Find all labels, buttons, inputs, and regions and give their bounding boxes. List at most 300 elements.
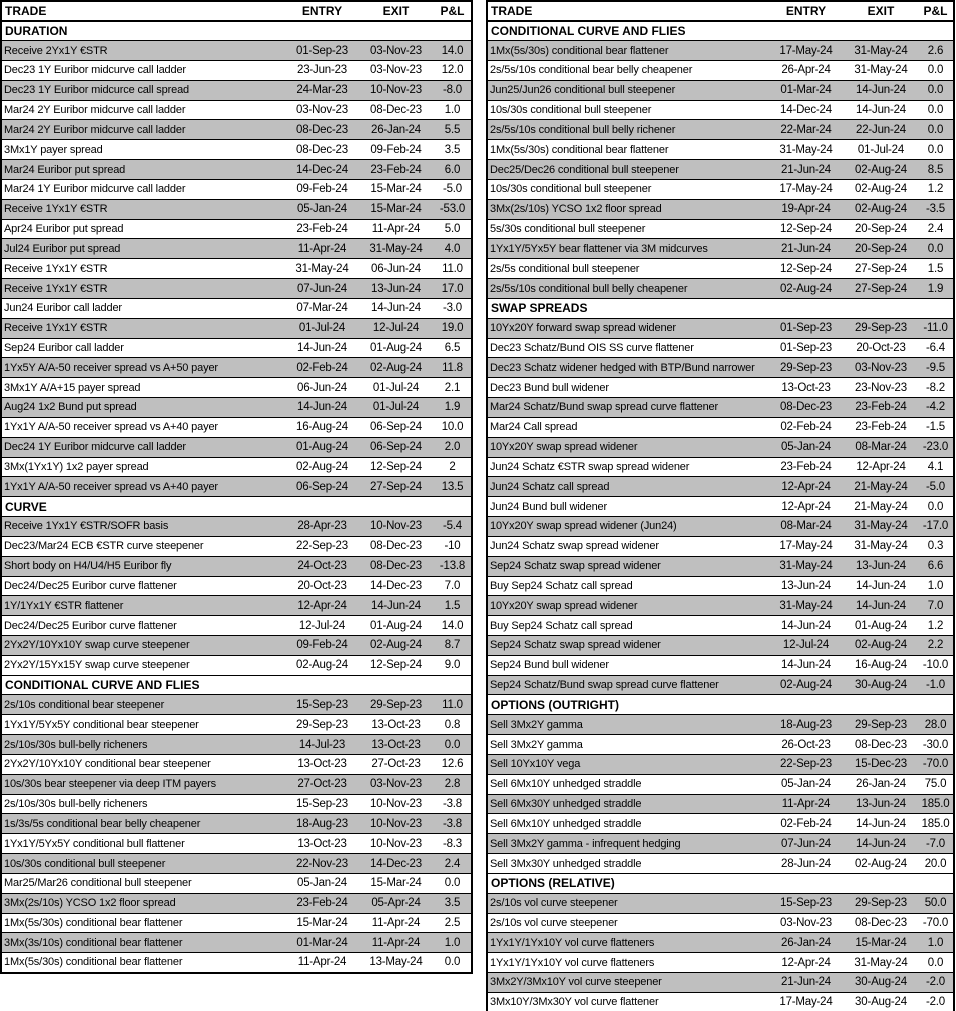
exit-cell: 10-Nov-23 (358, 80, 434, 100)
trade-cell: 2s/5s conditional bull steepener (487, 259, 768, 279)
exit-cell: 08-Dec-23 (358, 536, 434, 556)
trade-cell: Buy Sep24 Schatz call spread (487, 576, 768, 596)
trade-cell: Jun24 Euribor call ladder (1, 298, 286, 318)
table-row (487, 100, 954, 120)
exit-cell: 06-Sep-24 (358, 437, 434, 457)
exit-cell: 15-Mar-24 (358, 873, 434, 893)
pnl-cell: 1.2 (918, 616, 954, 636)
table-row (1, 636, 472, 656)
trade-cell: Sep24 Bund bull widener (487, 655, 768, 675)
table-row (487, 140, 954, 160)
trade-cell: Sep24 Schatz swap spread widener (487, 556, 768, 576)
entry-cell: 12-Apr-24 (768, 953, 844, 973)
entry-cell: 21-Jun-24 (768, 239, 844, 259)
table-row (487, 239, 954, 259)
entry-cell: 01-Mar-24 (286, 933, 358, 953)
entry-cell: 23-Feb-24 (286, 219, 358, 239)
pnl-cell: 0.8 (434, 715, 472, 735)
exit-cell: 20-Oct-23 (844, 338, 918, 358)
section-title: OPTIONS (RELATIVE) (487, 873, 954, 893)
table-row (1, 120, 472, 140)
entry-cell: 02-Feb-24 (768, 814, 844, 834)
trade-cell: Jun24 Schatz call spread (487, 477, 768, 497)
entry-cell: 22-Sep-23 (768, 754, 844, 774)
exit-cell: 30-Aug-24 (844, 992, 918, 1011)
pnl-cell: -1.5 (918, 417, 954, 437)
exit-cell: 12-Sep-24 (358, 655, 434, 675)
trade-cell: 1Yx1Y/5Yx5Y conditional bear steepener (1, 715, 286, 735)
exit-cell: 15-Mar-24 (358, 179, 434, 199)
trades-table-left-body (1, 1, 472, 973)
section-title: CONDITIONAL CURVE AND FLIES (1, 675, 472, 695)
exit-cell: 31-May-24 (844, 536, 918, 556)
exit-cell: 10-Nov-23 (358, 834, 434, 854)
exit-cell: 30-Aug-24 (844, 675, 918, 695)
trade-cell: Dec23 1Y Euribor midcurce call spread (1, 80, 286, 100)
table-row (1, 298, 472, 318)
trade-cell: 1Yx5Y A/A-50 receiver spread vs A+50 payer (1, 358, 286, 378)
entry-cell: 02-Feb-24 (286, 358, 358, 378)
trade-cell: 10s/30s bear steepener via deep ITM payers (1, 774, 286, 794)
entry-cell: 05-Jan-24 (768, 437, 844, 457)
pnl-cell: 8.5 (918, 160, 954, 180)
exit-cell: 10-Nov-23 (358, 517, 434, 537)
table-row (1, 437, 472, 457)
trade-cell: Dec24/Dec25 Euribor curve flattener (1, 576, 286, 596)
entry-cell: 03-Nov-23 (286, 100, 358, 120)
exit-cell: 14-Dec-23 (358, 854, 434, 874)
table-row (1, 834, 472, 854)
table-row (1, 814, 472, 834)
column-header-row (1, 1, 472, 21)
table-row (487, 893, 954, 913)
trade-cell: 2s/10s vol curve steepener (487, 893, 768, 913)
exit-cell: 01-Aug-24 (358, 338, 434, 358)
entry-cell: 24-Oct-23 (286, 556, 358, 576)
table-row (487, 556, 954, 576)
trade-cell: Jun24 Schatz swap spread widener (487, 536, 768, 556)
table-row (1, 794, 472, 814)
entry-cell: 01-Aug-24 (286, 437, 358, 457)
trade-cell: 1Yx1Y/1Yx10Y vol curve flatteners (487, 933, 768, 953)
trade-cell: 1Y/1Yx1Y €STR flattener (1, 596, 286, 616)
entry-cell: 02-Aug-24 (286, 655, 358, 675)
entry-cell: 02-Aug-24 (286, 457, 358, 477)
pnl-cell: 4.0 (434, 239, 472, 259)
table-row (1, 259, 472, 279)
trade-cell: 10s/30s conditional bull steepener (487, 179, 768, 199)
entry-cell: 14-Jun-24 (286, 338, 358, 358)
section-header-row (1, 21, 472, 41)
pnl-cell: 12.6 (434, 754, 472, 774)
pnl-cell: -30.0 (918, 735, 954, 755)
entry-cell: 12-Jul-24 (768, 636, 844, 656)
section-header-row (487, 873, 954, 893)
exit-cell: 08-Dec-23 (358, 100, 434, 120)
pnl-cell: -3.8 (434, 814, 472, 834)
table-row (487, 715, 954, 735)
table-row (487, 953, 954, 973)
pnl-cell: 4.1 (918, 457, 954, 477)
table-row (487, 318, 954, 338)
table-row (487, 259, 954, 279)
entry-cell: 26-Oct-23 (768, 735, 844, 755)
entry-cell: 01-Sep-23 (768, 338, 844, 358)
entry-cell: 12-Jul-24 (286, 616, 358, 636)
entry-cell: 13-Oct-23 (286, 754, 358, 774)
trade-cell: 2Yx2Y/15Yx15Y swap curve steepener (1, 655, 286, 675)
trade-cell: Sell 3Mx2Y gamma (487, 735, 768, 755)
entry-cell: 07-Jun-24 (286, 279, 358, 299)
entry-cell: 17-May-24 (768, 41, 844, 61)
pnl-cell: 20.0 (918, 854, 954, 874)
pnl-cell: 2.1 (434, 378, 472, 398)
trade-cell: Sep24 Euribor call ladder (1, 338, 286, 358)
table-row (1, 893, 472, 913)
table-row (1, 378, 472, 398)
table-row (487, 834, 954, 854)
entry-cell: 03-Nov-23 (768, 913, 844, 933)
table-row (487, 854, 954, 874)
entry-cell: 14-Jul-23 (286, 735, 358, 755)
table-row (1, 556, 472, 576)
exit-cell: 14-Jun-24 (844, 834, 918, 854)
pnl-cell: 1.0 (918, 933, 954, 953)
entry-cell: 09-Feb-24 (286, 179, 358, 199)
trade-cell: Receive 1Yx1Y €STR (1, 259, 286, 279)
exit-cell: 23-Feb-24 (844, 417, 918, 437)
entry-cell: 01-Sep-23 (286, 41, 358, 61)
pnl-cell: 0.0 (918, 953, 954, 973)
exit-cell: 11-Apr-24 (358, 913, 434, 933)
table-row (1, 60, 472, 80)
exit-cell: 06-Sep-24 (358, 417, 434, 437)
entry-cell: 19-Apr-24 (768, 199, 844, 219)
exit-cell: 31-May-24 (844, 41, 918, 61)
exit-cell: 13-Jun-24 (844, 556, 918, 576)
table-row (1, 140, 472, 160)
pnl-cell: 75.0 (918, 774, 954, 794)
pnl-cell: 14.0 (434, 41, 472, 61)
exit-cell: 13-Jun-24 (844, 794, 918, 814)
entry-cell: 02-Aug-24 (768, 279, 844, 299)
column-header-exit-cell: EXIT (358, 1, 434, 21)
trade-cell: 2s/5s/10s conditional bull belly cheapener (487, 279, 768, 299)
entry-cell: 29-Sep-23 (286, 715, 358, 735)
pnl-cell: 9.0 (434, 655, 472, 675)
entry-cell: 07-Mar-24 (286, 298, 358, 318)
table-row (487, 60, 954, 80)
table-row (1, 279, 472, 299)
entry-cell: 15-Sep-23 (286, 695, 358, 715)
exit-cell: 14-Jun-24 (844, 576, 918, 596)
entry-cell: 15-Sep-23 (286, 794, 358, 814)
pnl-cell: 17.0 (434, 279, 472, 299)
table-row (487, 735, 954, 755)
trade-cell: 1Mx(5s/30s) conditional bear flattener (1, 913, 286, 933)
exit-cell: 31-May-24 (844, 60, 918, 80)
table-row (487, 973, 954, 993)
entry-cell: 17-May-24 (768, 992, 844, 1011)
table-row (487, 279, 954, 299)
pnl-cell: 11.0 (434, 259, 472, 279)
trade-cell: 3Mx(1Yx1Y) 1x2 payer spread (1, 457, 286, 477)
entry-cell: 23-Jun-23 (286, 60, 358, 80)
table-row (487, 517, 954, 537)
exit-cell: 30-Aug-24 (844, 973, 918, 993)
pnl-cell: -11.0 (918, 318, 954, 338)
pnl-cell: 1.5 (918, 259, 954, 279)
pnl-cell: 1.5 (434, 596, 472, 616)
table-row (487, 457, 954, 477)
trade-cell: 10s/30s conditional bull steepener (487, 100, 768, 120)
section-header-row (487, 21, 954, 41)
entry-cell: 01-Jul-24 (286, 318, 358, 338)
exit-cell: 11-Apr-24 (358, 933, 434, 953)
exit-cell: 03-Nov-23 (358, 60, 434, 80)
exit-cell: 29-Sep-23 (358, 695, 434, 715)
entry-cell: 23-Feb-24 (768, 457, 844, 477)
pnl-cell: -2.0 (918, 992, 954, 1011)
pnl-cell: 0.0 (434, 873, 472, 893)
table-row (1, 41, 472, 61)
pnl-cell: 6.6 (918, 556, 954, 576)
entry-cell: 31-May-24 (768, 596, 844, 616)
trade-cell: Dec24 1Y Euribor midcurve call ladder (1, 437, 286, 457)
pnl-cell: -6.4 (918, 338, 954, 358)
table-row (1, 933, 472, 953)
trade-cell: Jun24 Schatz €STR swap spread widener (487, 457, 768, 477)
pnl-cell: 7.0 (918, 596, 954, 616)
pnl-cell: 1.0 (434, 933, 472, 953)
trade-cell: Mar24 1Y Euribor midcurve call ladder (1, 179, 286, 199)
entry-cell: 31-May-24 (286, 259, 358, 279)
exit-cell: 14-Jun-24 (844, 80, 918, 100)
table-row (487, 41, 954, 61)
exit-cell: 14-Jun-24 (358, 596, 434, 616)
column-header-trade-cell: TRADE (1, 1, 286, 21)
trade-cell: 3Mx2Y/3Mx10Y vol curve steepener (487, 973, 768, 993)
trade-cell: 3Mx(3s/10s) conditional bear flattener (1, 933, 286, 953)
entry-cell: 12-Apr-24 (286, 596, 358, 616)
exit-cell: 14-Jun-24 (844, 100, 918, 120)
entry-cell: 01-Sep-23 (768, 318, 844, 338)
pnl-cell: 2.0 (434, 437, 472, 457)
trade-cell: Dec25/Dec26 conditional bull steepener (487, 160, 768, 180)
trade-cell: Sep24 Schatz/Bund swap spread curve flattener (487, 675, 768, 695)
exit-cell: 11-Apr-24 (358, 219, 434, 239)
trade-cell: Apr24 Euribor put spread (1, 219, 286, 239)
pnl-cell: -2.0 (918, 973, 954, 993)
trade-cell: Receive 1Yx1Y €STR (1, 318, 286, 338)
trade-cell: 2Yx2Y/10Yx10Y conditional bear steepener (1, 754, 286, 774)
trade-cell: Sep24 Schatz swap spread widener (487, 636, 768, 656)
trade-cell: 10Yx20Y swap spread widener (Jun24) (487, 517, 768, 537)
entry-cell: 24-Mar-23 (286, 80, 358, 100)
table-row (1, 695, 472, 715)
pnl-cell: -1.0 (918, 675, 954, 695)
exit-cell: 27-Sep-24 (358, 477, 434, 497)
entry-cell: 14-Dec-24 (286, 160, 358, 180)
table-row (1, 715, 472, 735)
section-title: SWAP SPREADS (487, 298, 954, 318)
pnl-cell: 1.9 (918, 279, 954, 299)
entry-cell: 09-Feb-24 (286, 636, 358, 656)
trade-cell: Sell 3Mx2Y gamma - infrequent hedging (487, 834, 768, 854)
pnl-cell: 11.8 (434, 358, 472, 378)
table-row (1, 536, 472, 556)
pnl-cell: -70.0 (918, 754, 954, 774)
table-row (1, 338, 472, 358)
column-header-exit-cell: EXIT (844, 1, 918, 21)
pnl-cell: 185.0 (918, 814, 954, 834)
column-header-row (487, 1, 954, 21)
exit-cell: 13-Jun-24 (358, 279, 434, 299)
table-row (487, 398, 954, 418)
table-row (487, 80, 954, 100)
exit-cell: 23-Feb-24 (844, 398, 918, 418)
trades-table-left (0, 0, 473, 974)
pnl-cell: 0.0 (434, 953, 472, 973)
entry-cell: 26-Apr-24 (768, 60, 844, 80)
exit-cell: 14-Dec-23 (358, 576, 434, 596)
entry-cell: 12-Apr-24 (768, 497, 844, 517)
entry-cell: 05-Jan-24 (768, 774, 844, 794)
table-row (487, 576, 954, 596)
table-row (487, 616, 954, 636)
pnl-cell: 5.0 (434, 219, 472, 239)
pnl-cell: 6.0 (434, 160, 472, 180)
trade-cell: 1Yx1Y/1Yx10Y vol curve flatteners (487, 953, 768, 973)
section-header-row (1, 497, 472, 517)
entry-cell: 22-Mar-24 (768, 120, 844, 140)
trade-cell: 1s/3s/5s conditional bear belly cheapener (1, 814, 286, 834)
pnl-cell: -10 (434, 536, 472, 556)
entry-cell: 23-Feb-24 (286, 893, 358, 913)
table-row (1, 953, 472, 973)
pnl-cell: -5.4 (434, 517, 472, 537)
entry-cell: 20-Oct-23 (286, 576, 358, 596)
table-row (1, 219, 472, 239)
entry-cell: 12-Sep-24 (768, 259, 844, 279)
table-row (1, 160, 472, 180)
pnl-cell: 1.0 (434, 100, 472, 120)
entry-cell: 17-May-24 (768, 179, 844, 199)
column-header-pnl-cell: P&L (918, 1, 954, 21)
table-row (1, 576, 472, 596)
entry-cell: 28-Apr-23 (286, 517, 358, 537)
trade-cell: 1Yx1Y A/A-50 receiver spread vs A+40 payer (1, 417, 286, 437)
table-row (1, 913, 472, 933)
trade-cell: 2s/10s conditional bear steepener (1, 695, 286, 715)
table-row (487, 199, 954, 219)
pnl-cell: -8.2 (918, 378, 954, 398)
exit-cell: 31-May-24 (358, 239, 434, 259)
trade-cell: 10Yx20Y forward swap spread widener (487, 318, 768, 338)
exit-cell: 08-Dec-23 (844, 913, 918, 933)
exit-cell: 20-Sep-24 (844, 219, 918, 239)
trade-cell: 1Yx1Y/5Yx5Y bear flattener via 3M midcurves (487, 239, 768, 259)
table-row (1, 179, 472, 199)
trade-cell: 10Yx20Y swap spread widener (487, 596, 768, 616)
trade-cell: Sell 3Mx2Y gamma (487, 715, 768, 735)
table-row (487, 437, 954, 457)
exit-cell: 12-Sep-24 (358, 457, 434, 477)
pnl-cell: 0.3 (918, 536, 954, 556)
entry-cell: 21-Jun-24 (768, 973, 844, 993)
entry-cell: 01-Mar-24 (768, 80, 844, 100)
entry-cell: 18-Aug-23 (768, 715, 844, 735)
entry-cell: 06-Sep-24 (286, 477, 358, 497)
table-row (1, 616, 472, 636)
trade-cell: Mar24 Euribor put spread (1, 160, 286, 180)
table-row (1, 239, 472, 259)
pnl-cell: -8.0 (434, 80, 472, 100)
section-header-row (487, 298, 954, 318)
pnl-cell: 0.0 (918, 120, 954, 140)
table-row (487, 814, 954, 834)
exit-cell: 13-Oct-23 (358, 715, 434, 735)
entry-cell: 11-Apr-24 (768, 794, 844, 814)
trade-cell: Dec23 Schatz/Bund OIS SS curve flattener (487, 338, 768, 358)
entry-cell: 16-Aug-24 (286, 417, 358, 437)
pnl-cell: 2.4 (434, 854, 472, 874)
table-row (487, 655, 954, 675)
trade-cell: Mar24 2Y Euribor midcurve call ladder (1, 120, 286, 140)
trade-cell: 2s/10s/30s bull-belly richeners (1, 735, 286, 755)
exit-cell: 12-Jul-24 (358, 318, 434, 338)
entry-cell: 15-Sep-23 (768, 893, 844, 913)
trade-cell: Dec24/Dec25 Euribor curve flattener (1, 616, 286, 636)
trade-cell: 5s/30s conditional bull steepener (487, 219, 768, 239)
exit-cell: 03-Nov-23 (358, 41, 434, 61)
exit-cell: 13-Oct-23 (358, 735, 434, 755)
exit-cell: 29-Sep-23 (844, 893, 918, 913)
entry-cell: 13-Oct-23 (286, 834, 358, 854)
exit-cell: 29-Sep-23 (844, 715, 918, 735)
pnl-cell: 2 (434, 457, 472, 477)
pnl-cell: 19.0 (434, 318, 472, 338)
section-title: OPTIONS (OUTRIGHT) (487, 695, 954, 715)
trade-cell: Receive 1Yx1Y €STR/SOFR basis (1, 517, 286, 537)
trade-cell: Mar25/Mar26 conditional bull steepener (1, 873, 286, 893)
table-row (1, 199, 472, 219)
trade-cell: 1Mx(5s/30s) conditional bear flattener (1, 953, 286, 973)
table-row (1, 477, 472, 497)
trade-cell: Mar24 2Y Euribor midcurve call ladder (1, 100, 286, 120)
exit-cell: 16-Aug-24 (844, 655, 918, 675)
exit-cell: 02-Aug-24 (358, 358, 434, 378)
exit-cell: 01-Aug-24 (844, 616, 918, 636)
table-row (487, 358, 954, 378)
pnl-cell: -8.3 (434, 834, 472, 854)
pnl-cell: 1.0 (918, 576, 954, 596)
table-row (487, 179, 954, 199)
trade-cell: Sell 10Yx10Y vega (487, 754, 768, 774)
section-title: DURATION (1, 21, 472, 41)
exit-cell: 01-Jul-24 (358, 398, 434, 418)
pnl-cell: -3.5 (918, 199, 954, 219)
pnl-cell: -70.0 (918, 913, 954, 933)
table-row (487, 477, 954, 497)
entry-cell: 06-Jun-24 (286, 378, 358, 398)
table-row (487, 596, 954, 616)
pnl-cell: -10.0 (918, 655, 954, 675)
section-header-row (1, 675, 472, 695)
pnl-cell: 1.9 (434, 398, 472, 418)
entry-cell: 29-Sep-23 (768, 358, 844, 378)
table-row (1, 517, 472, 537)
